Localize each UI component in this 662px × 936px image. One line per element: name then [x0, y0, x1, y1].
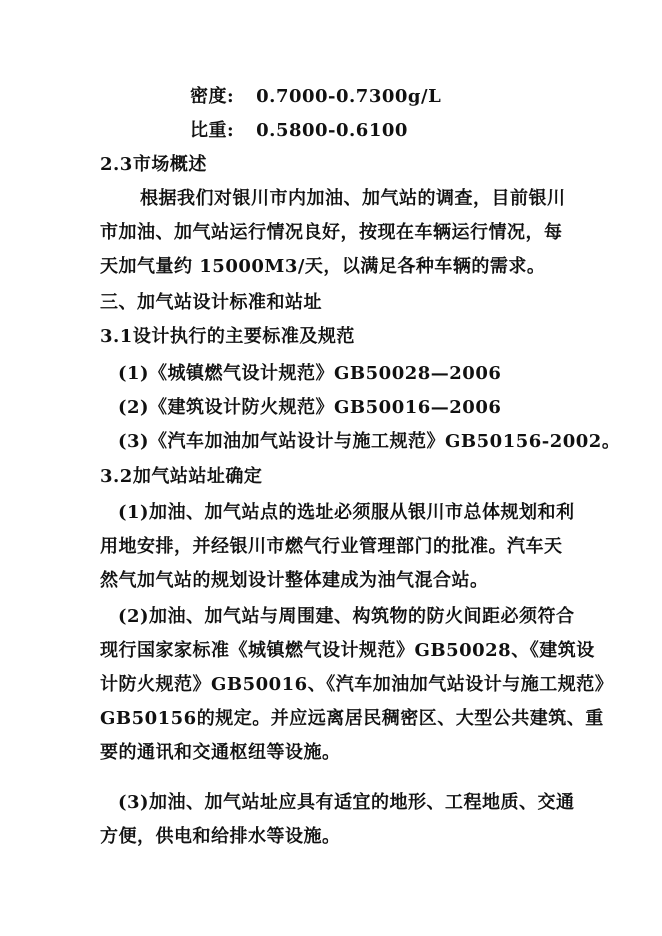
paragraph-line: 天加气量约 15000M3/天，以满足各种车辆的需求。 [100, 256, 546, 277]
paragraph-line: 现行国家家标准《城镇燃气设计规范》GB50028、《建筑设 [100, 640, 595, 661]
section-3-1-heading: 3.1设计执行的主要标准及规范 [100, 326, 355, 347]
paragraph-line: 用地安排，并经银川市燃气行业管理部门的批准。汽车天 [100, 536, 563, 557]
standard-item: (1)《城镇燃气设计规范》GB50028—2006 [118, 363, 502, 384]
standard-item: (3)《汽车加油加气站设计与施工规范》GB50156-2002。 [118, 431, 621, 452]
paragraph-line: 要的通讯和交通枢纽等设施。 [100, 742, 341, 763]
density-value: 0.7000-0.7300g/L [256, 86, 442, 107]
paragraph-line: 根据我们对银川市内加油、加气站的调查，目前银川 [140, 188, 566, 209]
paragraph-line: 然气加气站的规划设计整体建成为油气混合站。 [100, 570, 489, 591]
section-3-2-heading: 3.2加气站站址确定 [100, 466, 263, 487]
paragraph-line: (2)加油、加气站与周围建、构筑物的防火间距必须符合 [118, 606, 575, 627]
paragraph-line: 计防火规范》GB50016、《汽车加油加气站设计与施工规范》 [100, 674, 614, 695]
gravity-row [190, 120, 408, 142]
paragraph-line: (3)加油、加气站址应具有适宜的地形、工程地质、交通 [118, 792, 575, 813]
paragraph-line: 方便，供电和给排水等设施。 [100, 826, 341, 847]
section-3-heading: 三、加气站设计标准和站址 [100, 292, 322, 313]
paragraph-line: (1)加油、加气站点的选址必须服从银川市总体规划和利 [118, 502, 575, 523]
gravity-label: 比重: [190, 120, 235, 141]
gravity-value: 0.5800-0.6100 [256, 120, 408, 141]
section-2-3-heading: 2.3市场概述 [100, 154, 207, 175]
paragraph-line: GB50156的规定。并应远离居民稠密区、大型公共建筑、重 [100, 708, 604, 729]
density-label: 密度: [190, 86, 235, 107]
paragraph-line: 市加油、加气站运行情况良好，按现在车辆运行情况，每 [100, 222, 563, 243]
standard-item: (2)《建筑设计防火规范》GB50016—2006 [118, 397, 502, 418]
density-row [190, 86, 441, 108]
